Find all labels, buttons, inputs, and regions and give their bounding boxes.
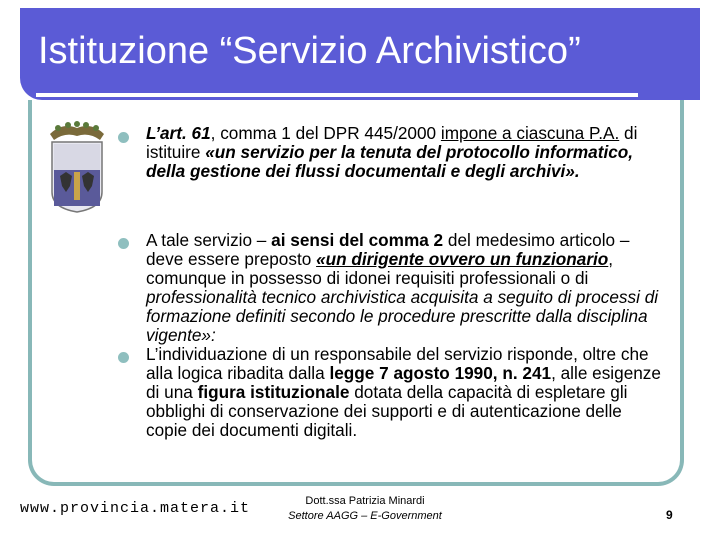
bullet-text-segment: , alle esigenze di una [146, 363, 661, 402]
title-underline [36, 93, 638, 97]
bullet-text-segment: , comma 1 del DPR 445/2000 [210, 123, 441, 143]
bullet-item [146, 124, 666, 181]
bullet-text-segment: «un servizio per la tenuta del protocollo informatico, della gestione dei flussi documentali e degli archivi». [146, 142, 634, 181]
footer-department: Settore AAGG – E-Government [288, 510, 442, 522]
footer-author: Dott.ssa Patrizia Minardi [305, 495, 425, 507]
bullet-text-segment: figura istituzionale [197, 382, 350, 402]
bullet-text-segment: L’art. 61 [146, 123, 211, 143]
footer-website: www.provincia.matera.it [20, 500, 251, 517]
bullet-text-segment: del medesimo articolo – deve essere preposto [146, 230, 630, 269]
page-number: 9 [666, 508, 673, 522]
bullet-text-segment: A tale servizio – [146, 230, 272, 250]
bullet-marker [118, 132, 129, 143]
bullet-text-segment: ai sensi del comma 2 [271, 230, 444, 250]
bullet-text-segment: legge 7 agosto 1990, n. 241 [329, 363, 552, 383]
bullet-marker [118, 352, 129, 363]
slide-title: Istituzione “Servizio Archivistico” [38, 30, 581, 72]
footer-credits [260, 494, 470, 524]
provincia-matera-coat-of-arms-icon [44, 120, 110, 214]
bullet-text-segment: di istituire [146, 123, 638, 162]
bullet-item [146, 231, 666, 345]
bullet-text-segment: «un dirigente ovvero un funzionario [316, 249, 609, 269]
bullet-item [146, 345, 666, 440]
bullet-text-segment: impone a ciascuna P.A. [440, 123, 620, 143]
bullet-text-segment: L’individuazione di un responsabile del servizio risponde, oltre che alla logica ribadita dalla [146, 344, 649, 383]
bullet-marker [118, 238, 129, 249]
bullet-text-segment: , comunque in possesso di idonei requisiti professionali o di [146, 249, 614, 288]
bullet-text-segment: dotata della capacità di espletare gli obblighi di conservazione dei supporti e di autenticazione delle copie dei documenti digitali. [146, 382, 628, 440]
bullet-text-segment: professionalità tecnico archivistica acquisita a seguito di processi di formazione definiti secondo le procedure prescritte dalla disciplina vigente»: [146, 287, 659, 345]
